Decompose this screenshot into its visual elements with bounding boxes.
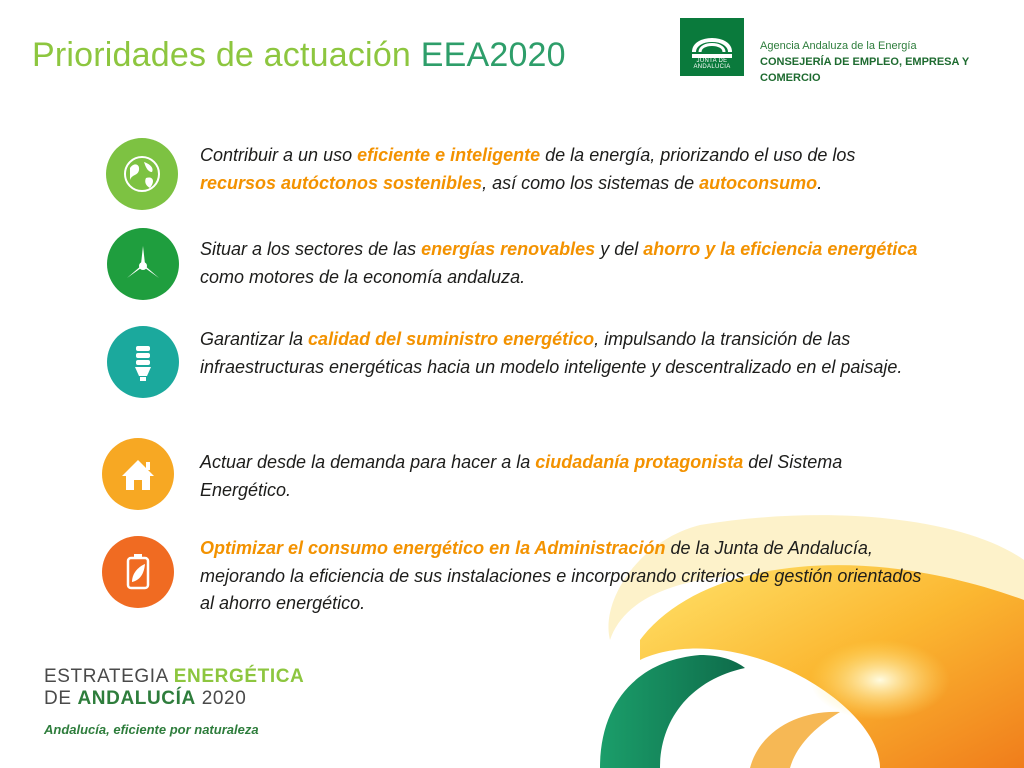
highlight-text: ciudadanía protagonista <box>535 452 744 472</box>
junta-emblem <box>680 18 744 76</box>
body-text: Garantizar la <box>200 329 309 349</box>
footer-brand <box>44 666 304 737</box>
page-title <box>32 36 566 75</box>
wind-turbine-icon <box>107 228 179 300</box>
title-part2: EEA2020 <box>420 36 566 74</box>
body-text: como motores de la economía andaluza. <box>200 266 526 287</box>
highlight-text: Optimizar el consumo energético en la Administración <box>200 538 666 558</box>
footer-line1: ESTRATEGIA ENERGÉTICA <box>44 666 305 687</box>
priority-text-2 <box>200 236 930 291</box>
body-text: del Sistema Energético. <box>200 452 843 500</box>
body-text: y del <box>595 239 644 259</box>
ministry-name: CONSEJERÍA DE EMPLEO, EMPRESA Y COMERCIO <box>760 56 970 84</box>
globe-icon <box>106 138 178 210</box>
footer-tagline: Andalucía, eficiente por naturaleza <box>44 722 259 737</box>
footer-line2: DE ANDALUCÍA 2020 <box>44 688 247 709</box>
highlight-text: calidad del suministro energético <box>308 329 595 349</box>
body-text: de la energía, priorizando el uso de los <box>540 145 856 165</box>
junta-logo <box>680 18 1010 84</box>
highlight-text: eficiente e inteligente <box>357 145 541 165</box>
highlight-text: recursos autóctonos sostenibles <box>200 172 483 193</box>
light-bulb-icon <box>107 326 179 398</box>
priority-text-3 <box>200 326 930 381</box>
agency-name: Agencia Andaluza de la Energía <box>760 40 917 52</box>
priority-text-1 <box>200 142 930 197</box>
house-icon <box>102 438 174 510</box>
priority-text-4 <box>200 449 930 504</box>
agency-text <box>760 38 1010 86</box>
title-part1: Prioridades de actuación <box>32 36 412 74</box>
body-text: Situar a los sectores de las <box>200 239 422 259</box>
body-text: Actuar desde la demanda para hacer a la <box>200 452 536 472</box>
priority-text-5 <box>200 535 930 618</box>
highlight-text: autoconsumo <box>699 172 818 193</box>
body-text: de la Junta de Andalucía, mejorando la eficiencia de sus instalaciones e incorporando criterios de gestión orientados al ahorro energético. <box>200 538 922 613</box>
body-text: , impulsando la transición de las infraestructuras energéticas hacia un modelo inteligente y descentralizado en el paisaje. <box>200 329 903 377</box>
emblem-text: JUNTA DE ANDALUCIA <box>693 58 731 70</box>
highlight-text: ahorro y la eficiencia energética <box>643 239 918 259</box>
battery-leaf-icon <box>102 536 174 608</box>
body-text: Contribuir a un uso <box>200 145 358 165</box>
highlight-text: energías renovables <box>421 239 596 259</box>
body-text: , así como los sistemas de <box>482 172 700 193</box>
body-text: . <box>817 172 823 193</box>
